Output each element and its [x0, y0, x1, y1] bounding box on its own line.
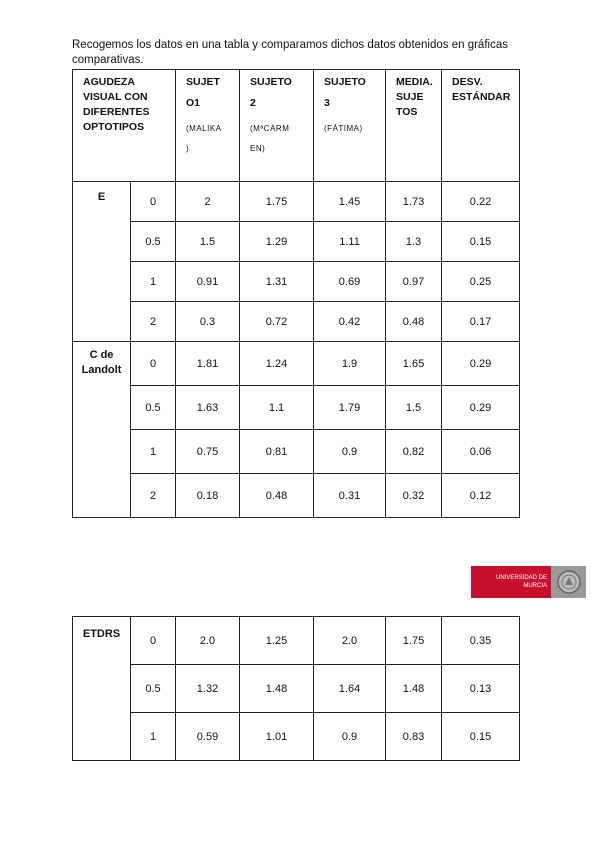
value-cell: 1.24 — [240, 342, 314, 386]
header-subtext — [250, 119, 307, 159]
header-text: SUJE — [396, 91, 424, 103]
value-cell: 0.13 — [442, 665, 520, 713]
distance-cell: 2 — [131, 302, 176, 342]
header-subtext — [186, 119, 233, 159]
value-cell: 1.25 — [240, 617, 314, 665]
header-agudeza — [73, 70, 176, 182]
value-cell: 1.31 — [240, 262, 314, 302]
table-row — [73, 474, 520, 518]
optotype-label — [73, 342, 131, 518]
distance-cell: 0 — [131, 617, 176, 665]
value-cell: 1.79 — [314, 386, 386, 430]
header-text: SUJETO — [250, 76, 292, 88]
header-text: O1 — [186, 97, 201, 109]
value-cell: 1.32 — [176, 665, 240, 713]
header-media — [386, 70, 442, 182]
distance-cell: 1 — [131, 262, 176, 302]
header-sujeto-3 — [314, 70, 386, 182]
header-subtext-line: (FÁTIMA) — [324, 124, 363, 133]
header-text: DIFERENTES — [83, 106, 150, 118]
value-cell: 0.91 — [176, 262, 240, 302]
optotype-label-text: C de — [89, 349, 114, 361]
header-text: VISUAL CON — [83, 91, 148, 103]
visual-acuity-table — [72, 69, 520, 518]
table-row — [73, 430, 520, 474]
value-cell: 0.35 — [442, 617, 520, 665]
university-logo — [471, 566, 586, 598]
value-cell: 0.18 — [176, 474, 240, 518]
value-cell: 1.48 — [386, 665, 442, 713]
value-cell: 1.11 — [314, 222, 386, 262]
value-cell: 0.81 — [240, 430, 314, 474]
header-desv — [442, 70, 520, 182]
header-subtext — [324, 119, 379, 139]
value-cell: 2.0 — [314, 617, 386, 665]
value-cell: 1.3 — [386, 222, 442, 262]
value-cell: 0.06 — [442, 430, 520, 474]
optotype-label — [73, 182, 131, 342]
value-cell: 0.22 — [442, 182, 520, 222]
table-row — [73, 342, 520, 386]
value-cell: 1.75 — [240, 182, 314, 222]
value-cell: 0.42 — [314, 302, 386, 342]
header-text: TOS — [396, 106, 418, 118]
logo-text: MURCIA — [523, 583, 547, 589]
header-text: 2 — [250, 97, 256, 109]
value-cell: 2.0 — [176, 617, 240, 665]
value-cell: 0.48 — [386, 302, 442, 342]
distance-cell: 1 — [131, 430, 176, 474]
value-cell: 1.65 — [386, 342, 442, 386]
optotype-label-text: E — [97, 191, 106, 203]
table-row — [73, 713, 520, 761]
value-cell: 1.9 — [314, 342, 386, 386]
value-cell: 0.48 — [240, 474, 314, 518]
header-subtext-line: ) — [186, 144, 190, 153]
value-cell: 0.17 — [442, 302, 520, 342]
distance-cell: 0.5 — [131, 222, 176, 262]
value-cell: 1.73 — [386, 182, 442, 222]
header-text: DESV. — [452, 76, 483, 88]
value-cell: 0.29 — [442, 342, 520, 386]
value-cell: 0.3 — [176, 302, 240, 342]
value-cell: 0.15 — [442, 713, 520, 761]
optotype-label-text: Landolt — [81, 364, 122, 376]
value-cell: 1.75 — [386, 617, 442, 665]
value-cell: 0.31 — [314, 474, 386, 518]
header-subtext-line: EN) — [250, 144, 266, 153]
value-cell: 2 — [176, 182, 240, 222]
value-cell: 1.48 — [240, 665, 314, 713]
value-cell: 1.5 — [176, 222, 240, 262]
optotype-label-text: ETDRS — [82, 628, 121, 640]
value-cell: 0.75 — [176, 430, 240, 474]
value-cell: 1.81 — [176, 342, 240, 386]
header-text: MEDIA. — [396, 76, 433, 88]
value-cell: 1.45 — [314, 182, 386, 222]
value-cell: 0.97 — [386, 262, 442, 302]
intro-paragraph: Recogemos los datos en una tabla y comparamos dichos datos obtenidos en gráficas comparativas. — [72, 39, 508, 66]
value-cell: 0.59 — [176, 713, 240, 761]
header-subtext-line: (MALIKA — [186, 124, 222, 133]
table-row — [73, 617, 520, 665]
header-text: AGUDEZA — [83, 76, 135, 88]
distance-cell: 0.5 — [131, 386, 176, 430]
distance-cell: 0.5 — [131, 665, 176, 713]
table-row — [73, 262, 520, 302]
value-cell: 1.1 — [240, 386, 314, 430]
table-row — [73, 182, 520, 222]
value-cell: 0.83 — [386, 713, 442, 761]
header-text: OPTOTIPOS — [83, 121, 145, 133]
value-cell: 1.5 — [386, 386, 442, 430]
value-cell: 0.9 — [314, 713, 386, 761]
value-cell: 0.12 — [442, 474, 520, 518]
table-header-row — [73, 70, 520, 182]
value-cell: 0.32 — [386, 474, 442, 518]
value-cell: 1.63 — [176, 386, 240, 430]
distance-cell: 0 — [131, 342, 176, 386]
header-sujeto-2 — [240, 70, 314, 182]
value-cell: 1.01 — [240, 713, 314, 761]
distance-cell: 1 — [131, 713, 176, 761]
header-text: 3 — [324, 97, 330, 109]
value-cell: 0.25 — [442, 262, 520, 302]
value-cell: 1.64 — [314, 665, 386, 713]
optotype-label — [73, 617, 131, 761]
logo-text: UNIVERSIDAD DE — [495, 575, 547, 581]
table-row — [73, 386, 520, 430]
header-text: ESTÁNDAR — [452, 91, 511, 103]
table-row — [73, 665, 520, 713]
distance-cell: 0 — [131, 182, 176, 222]
value-cell: 0.72 — [240, 302, 314, 342]
value-cell: 1.29 — [240, 222, 314, 262]
distance-cell: 2 — [131, 474, 176, 518]
header-text: SUJET — [186, 76, 220, 88]
header-text: SUJETO — [324, 76, 366, 88]
etdrs-table — [72, 616, 520, 761]
table-row — [73, 302, 520, 342]
value-cell: 0.69 — [314, 262, 386, 302]
value-cell: 0.29 — [442, 386, 520, 430]
value-cell: 0.82 — [386, 430, 442, 474]
seal-icon — [551, 566, 586, 598]
value-cell: 0.9 — [314, 430, 386, 474]
logo-wordmark — [471, 566, 551, 598]
header-sujeto-1 — [176, 70, 240, 182]
value-cell: 0.15 — [442, 222, 520, 262]
header-subtext-line: (MªCARM — [250, 124, 290, 133]
table-row — [73, 222, 520, 262]
